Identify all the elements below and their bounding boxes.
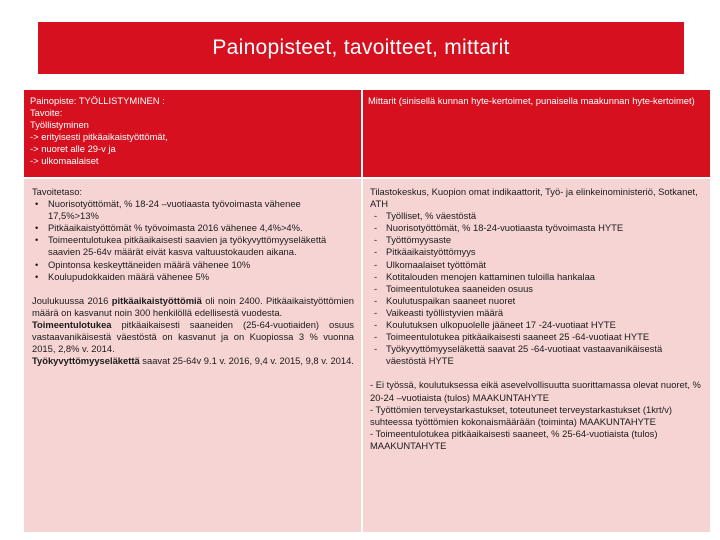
- list-item: - Pitkäaikaistyöttömyys: [370, 246, 702, 258]
- priority-header-cell: [24, 90, 362, 178]
- metrics-header-cell: [362, 90, 710, 178]
- list-item: • Pitkäaikaistyöttömät % työvoimasta 2016 vähenee 4,4%>4%.: [32, 222, 354, 234]
- disability-pension-paragraph: Työkyvyttömyyseläkettä saavat 25-64v 9.1 v. 2016, 9,4 v. 2015, 9,8 v. 2014.: [32, 355, 354, 367]
- list-item: - Työttömyysaste: [370, 234, 702, 246]
- metrics-list: [370, 210, 702, 367]
- goal-sub-line: -> nuoret alle 29-v ja: [30, 143, 116, 155]
- long-term-unemployed-paragraph: Joulukuussa 2016 pitkäaikaistyöttömiä oli noin 2400. Pitkäaikaistyöttömien määrä on kasvanut noin 300 henkilöllä edellisestä vuodesta.: [32, 294, 355, 318]
- list-item: - Työlliset, % väestöstä: [370, 210, 702, 222]
- target-level-cell: [24, 178, 362, 532]
- target-heading: Tavoitetaso:: [32, 186, 83, 197]
- goal-label: Tavoite:: [30, 107, 63, 119]
- table-divider: [24, 177, 710, 179]
- list-item: - Vaikeasti työllistyvien määrä: [370, 307, 702, 319]
- goal-sub-line: -> ulkomaalaiset: [30, 155, 99, 167]
- list-item: - Ulkomaalaiset työttömät: [370, 259, 702, 271]
- priority-line: Painopiste: TYÖLLISTYMINEN :: [30, 95, 165, 106]
- regional-note: - Toimeentulotukea pitkäaikaisesti saaneet, % 25-64-vuotiaista (tulos) MAAKUNTAHYTE: [370, 427, 658, 451]
- list-item: - Kotitalouden menojen kattaminen tuloilla hankalaa: [370, 271, 702, 283]
- goal-line: Työllistyminen: [30, 119, 89, 131]
- metrics-sources: Tilastokeskus, Kuopion omat indikaattorit, Työ- ja elinkeinoministeriö, Sotkanet, ATH: [370, 186, 698, 210]
- list-item: - Toimeentulotukea saaneiden osuus: [370, 283, 702, 295]
- regional-note: - Työttömien terveystarkastukset, toteutuneet terveystarkastukset (1krt/v) suhteessa työttömien kokonaismäärään (toiminta) MAAKUNTAHYTE: [370, 403, 673, 427]
- target-list: [32, 198, 354, 283]
- regional-note: - Ei työssä, koulutuksessa eikä asevelvollisuutta suorittamassa olevat nuoret, % 20-24 –vuotiaista (tulos) MAAKUNTAHYTE: [370, 379, 701, 403]
- list-item: • Opintonsa keskeyttäneiden määrä vähenee 10%: [32, 259, 354, 271]
- list-item: - Toimeentulotukea pitkäaikaisesti saaneet 25 -64-vuotiaat HYTE: [370, 331, 702, 343]
- income-support-paragraph: Toimeentulotukea pitkäaikaisesti saaneiden (25-64-vuotiaiden) osuus vastaavanikäisestä väestöstä on kasvanut ja on Kuopiossa 3 % vuonna 2015, 2,8% v. 2014.: [32, 318, 354, 355]
- list-item: • Nuorisotyöttömät, % 18-24 –vuotiaasta työvoimasta vähenee 17,5%>13%: [32, 198, 354, 222]
- list-item: - Työkyvyttömyyseläkettä saavat 25 -64-vuotiaat vastaavanikäisestä väestöstä HYTE: [370, 343, 702, 367]
- table-divider: [361, 90, 363, 532]
- metrics-cell: [362, 178, 710, 532]
- metrics-header-text: Mittarit (sinisellä kunnan hyte-kertoimet, punaisella maakunnan hyte-kertoimet): [368, 95, 695, 106]
- list-item: - Koulutuspaikan saaneet nuoret: [370, 295, 702, 307]
- slide-title: Painopisteet, tavoitteet, mittarit: [38, 22, 684, 74]
- list-item: • Toimeentulotukea pitkäaikaisesti saavien ja työkyvyttömyyseläkettä saavien 25-64v määrät eivät kasva valtuustokauden aikana.: [32, 234, 354, 258]
- list-item: • Koulupudokkaiden määrä vähenee 5%: [32, 271, 354, 283]
- list-item: - Nuorisotyöttömät, % 18-24-vuotiaasta työvoimasta HYTE: [370, 222, 702, 234]
- list-item: - Koulutuksen ulkopuolelle jääneet 17 -24-vuotiaat HYTE: [370, 319, 702, 331]
- goal-sub-line: -> erityisesti pitkäaikaistyöttömät,: [30, 131, 168, 143]
